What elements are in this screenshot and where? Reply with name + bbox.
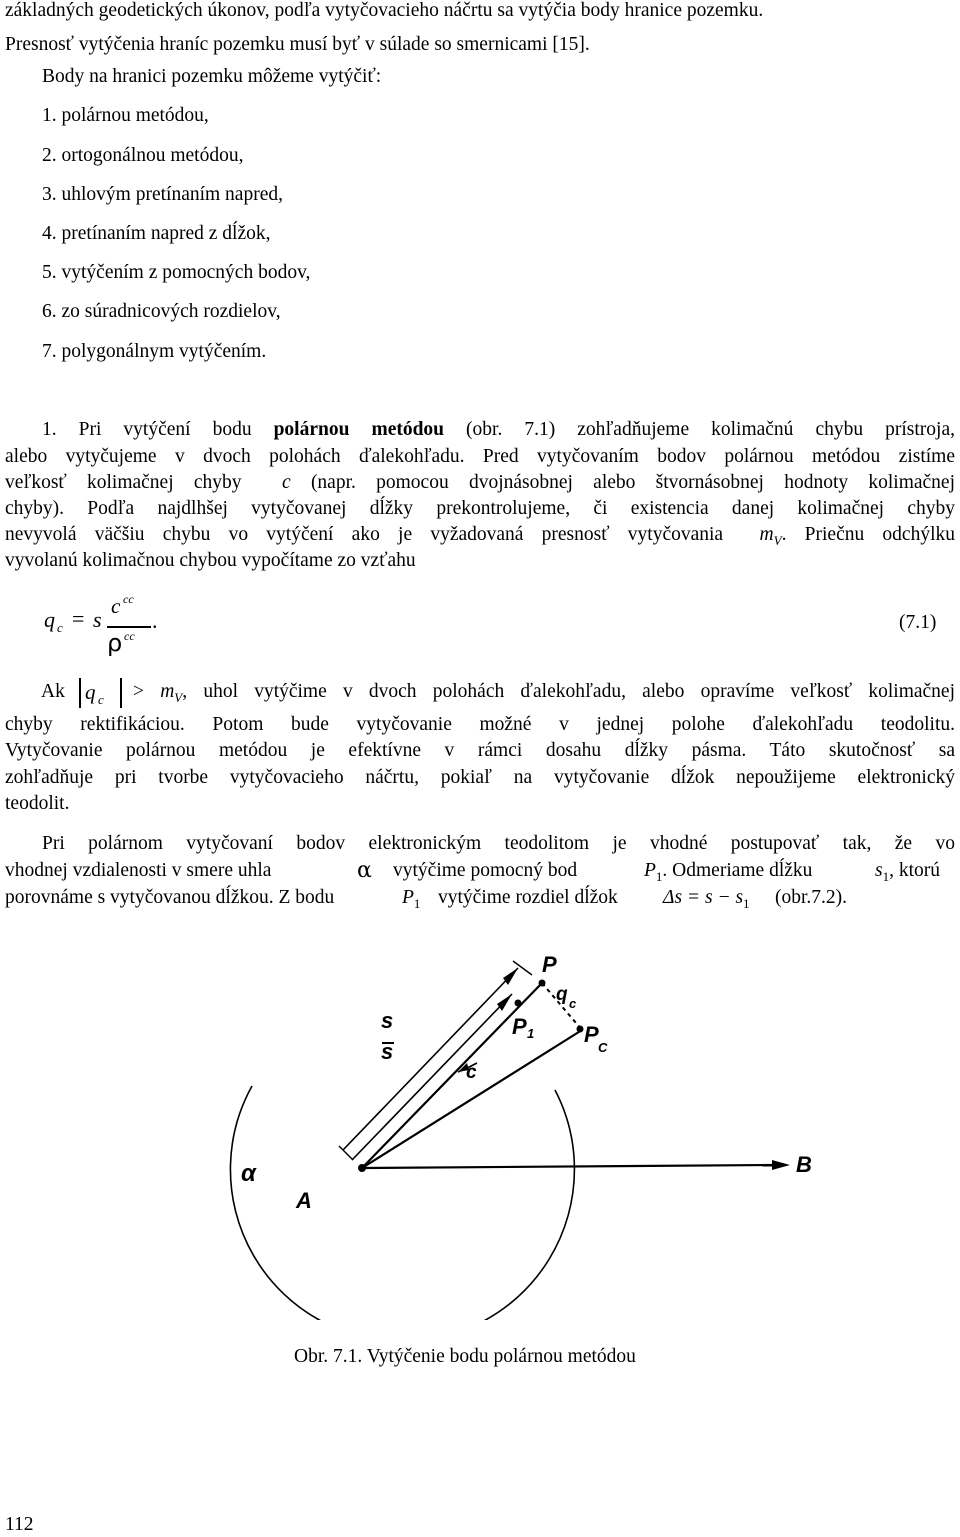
var-sub: 1: [413, 895, 421, 911]
formula-dot: .: [152, 608, 158, 633]
paragraph-line: [5, 419, 955, 441]
point-P1: [515, 1000, 522, 1007]
paragraph-line: teodolit.: [5, 793, 70, 814]
text: , uhol vytýčime v dvoch polohách ďalekohľadu, alebo opravíme veľkosť kolimačnej: [182, 681, 955, 702]
label-P: P: [542, 952, 557, 977]
label-Pc-sub: C: [598, 1040, 608, 1055]
label-c: c: [466, 1062, 477, 1083]
label-alpha: α: [241, 1160, 256, 1187]
label-Pc: P: [584, 1022, 599, 1047]
list-item: 3. uhlovým pretínaním napred,: [42, 184, 283, 205]
text: >: [133, 681, 144, 702]
formula-s: s: [93, 607, 102, 632]
var-sub: 1: [882, 868, 890, 884]
label-B: B: [796, 1152, 812, 1177]
var-alpha: α: [357, 858, 372, 883]
circle-arc: [230, 1086, 574, 1320]
page-number: 112: [5, 1514, 34, 1535]
paragraph-line: [402, 887, 420, 912]
text: vytýčime rozdiel dĺžok: [438, 887, 618, 908]
label-s: s: [381, 1008, 394, 1033]
list-item: 4. pretínaním napred z dĺžok,: [42, 223, 271, 244]
paragraph-line: Vytyčovanie polárnou metódou je efektívne v rámci dosahu dĺžky pásma. Táto skutočnosť sa: [5, 740, 955, 761]
text-line: Presnosť vytýčenia hraníc pozemku musí byť v súlade so smernicami [15].: [5, 34, 590, 55]
bold-term: polárnou metódou: [273, 419, 445, 440]
arrow-s: [503, 968, 518, 985]
text: veľkosť kolimačnej chyby: [5, 472, 242, 493]
delta-expression: Δs = s − s: [663, 887, 744, 908]
list-item: 2. ortogonálnou metódou,: [42, 145, 244, 166]
paragraph-line: alebo vytyčujeme v dvoch polohách ďalekohľadu. Pred vytyčovaním bodov polárnou metódou zistíme: [5, 446, 955, 467]
paragraph-line: [5, 860, 271, 882]
paragraph-line: [875, 860, 940, 885]
formula-eq: =: [72, 606, 85, 631]
text: nevyvolá väčšiu chybu vo vytýčení ako je vyžadovaná presnosť vytyčovania: [5, 524, 724, 545]
var-sub: 1: [743, 895, 750, 911]
label-P1-sub: 1: [527, 1026, 535, 1041]
label-qc-sub: c: [569, 996, 577, 1011]
figure-caption: Obr. 7.1. Vytýčenie bodu polárnou metódou: [294, 1346, 636, 1367]
dim-line-sbar: [352, 994, 512, 1160]
paragraph-line: [41, 681, 65, 703]
point-Pc: [577, 1026, 584, 1033]
paragraph-line: chyby). Podľa najdlhšej vytyčovanej dĺžky prekontrolujeme, či existencia danej kolimačnej chyby: [5, 498, 955, 519]
text: Ak: [41, 681, 65, 702]
label-A: A: [296, 1188, 312, 1213]
formula-num: c: [111, 594, 121, 618]
var-P: P: [402, 887, 414, 908]
arrow-B: [772, 1160, 790, 1170]
tick: [339, 1146, 353, 1160]
paragraph-line: [644, 860, 812, 885]
text: vytýčime pomocný bod: [393, 860, 578, 881]
var-P: P: [644, 860, 656, 881]
polar-method-figure: [0, 940, 960, 1320]
paragraph-line: zohľadňuje pri tvorbe vytyčovacieho náčrtu, pokiaľ na vytyčovanie dĺžok nepoužijeme elektronický: [5, 767, 955, 788]
text-line: základných geodetických úkonov, podľa vytyčovacieho náčrtu sa vytýčia body hranice pozemku.: [5, 0, 764, 21]
text: porovnáme s vytyčovanou dĺžkou. Z bodu: [5, 887, 335, 908]
dim-line-s: [343, 968, 518, 1150]
abs-bar-left: [79, 678, 81, 708]
arrow-sbar: [497, 994, 512, 1011]
var-q-sub: c: [98, 692, 104, 707]
text: . Priečnu odchýlku: [781, 524, 956, 545]
paragraph-line: [5, 472, 955, 494]
text: . Odmeriame dĺžku: [662, 860, 813, 881]
var-sub: V: [773, 532, 782, 548]
label-qc: q: [556, 984, 568, 1005]
paragraph-line: [663, 887, 750, 912]
formula-q: q: [44, 607, 55, 632]
paragraph-line: chyby rektifikáciou. Potom bude vytyčovanie možné v jednej polohe ďalekohľadu teodolitu.: [5, 714, 955, 735]
formula-den-sup: cc: [124, 629, 135, 643]
text: 1. Pri vytýčení bodu: [42, 419, 274, 440]
label-sbar: s: [381, 1039, 394, 1064]
paragraph-line: [133, 681, 955, 706]
var-q: q: [85, 680, 96, 704]
text: (obr. 7.1) zohľadňujeme kolimačnú chybu prístroja,: [444, 419, 955, 440]
list-item: 7. polygonálnym vytýčením.: [42, 341, 267, 362]
paragraph-line: [5, 887, 334, 909]
formula-num-sup: cc: [123, 592, 134, 606]
text: , ktorú: [889, 860, 941, 881]
text: (obr.7.2).: [775, 887, 848, 908]
fraction-bar: [107, 626, 151, 628]
list-intro: Body na hranici pozemku môžeme vytýčiť:: [42, 66, 382, 87]
var-sub: 1: [655, 868, 663, 884]
paragraph-line: Pri polárnom vytyčovaní bodov elektronickým teodolitom je vhodné postupovať tak, že vo: [42, 833, 955, 854]
paragraph-line: [438, 887, 618, 909]
var-m: m: [759, 524, 774, 545]
text: vhodnej vzdialenosti v smere uhla: [5, 860, 272, 881]
list-item: 6. zo súradnicových rozdielov,: [42, 301, 281, 322]
list-item: 1. polárnou metódou,: [42, 105, 209, 126]
point-P: [539, 980, 546, 987]
formula-q-sub: c: [57, 620, 63, 635]
paragraph-line: vyvolanú kolimačnou chybou vypočítame zo vzťahu: [5, 550, 416, 571]
var-sub: V: [174, 689, 183, 705]
abs-bar-right: [120, 678, 122, 708]
line-APc: [362, 1030, 582, 1168]
angle-alpha: [270, 1075, 298, 1110]
list-item: 5. vytýčením z pomocných bodov,: [42, 262, 311, 283]
baseline-AB: [362, 1165, 772, 1168]
var-s: s: [875, 860, 883, 881]
equation-number: (7.1): [899, 612, 937, 633]
text: (napr. pomocou dvojnásobnej alebo štvornásobnej hodnoty kolimačnej: [310, 472, 955, 493]
paragraph-line: [5, 524, 955, 549]
var-m: m: [160, 681, 175, 702]
var-c: c: [282, 472, 291, 493]
label-P1: P: [512, 1014, 527, 1039]
paragraph-line: [393, 860, 577, 882]
tick: [513, 961, 532, 975]
formula-den: ρ: [107, 629, 123, 657]
paragraph-line: [775, 887, 847, 909]
